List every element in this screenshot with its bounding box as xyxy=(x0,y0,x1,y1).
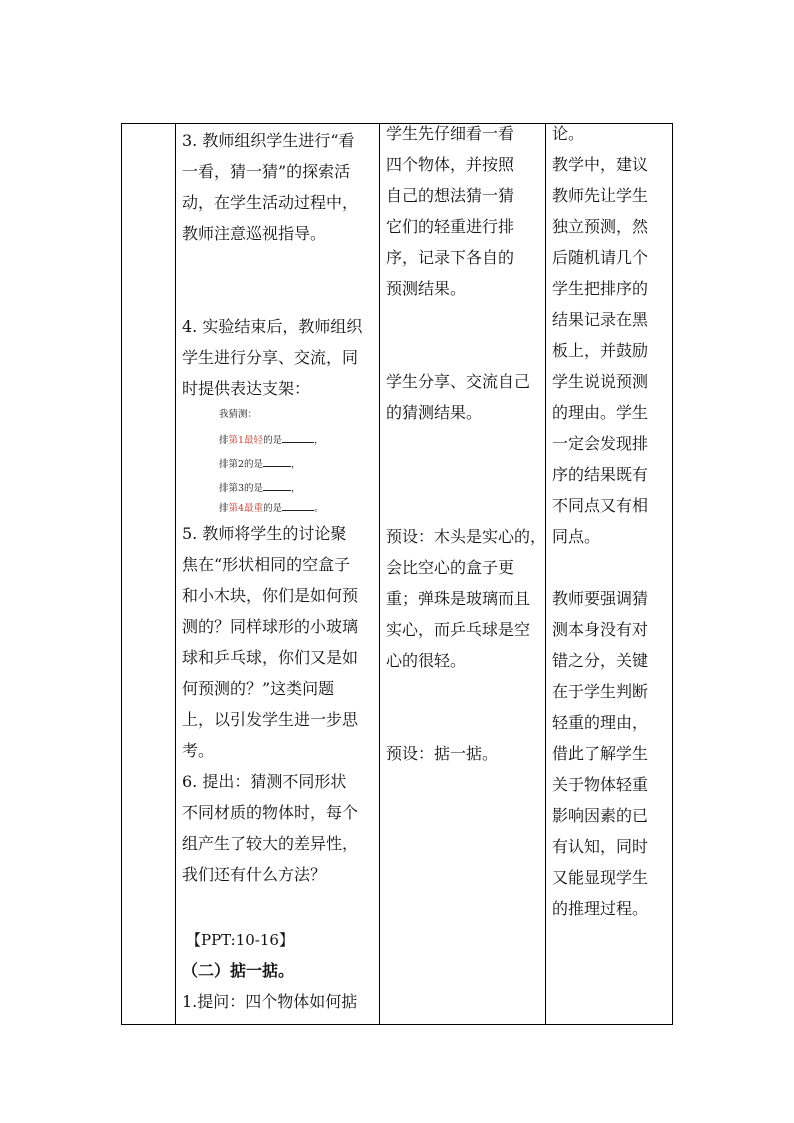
text-line: 一定会发现排 xyxy=(552,434,649,453)
text-line: 同点。 xyxy=(552,527,601,546)
text-line: 错之分，关键 xyxy=(552,651,649,670)
text-line: 四个物体，并按照 xyxy=(386,155,515,174)
text-line: 影响因素的已 xyxy=(552,806,649,825)
text-line: 5. 教师将学生的讨论聚 xyxy=(182,524,347,543)
text-line: 时提供表达支架： xyxy=(182,379,311,398)
student-activity-cell xyxy=(379,124,545,1024)
text-line: 预设：木头是实心的， xyxy=(386,527,547,546)
text-line: 学生先仔细看一看 xyxy=(386,124,515,143)
text-line: 不同点又有相 xyxy=(552,496,649,515)
text-line: 组产生了较大的差异性， xyxy=(182,834,359,853)
text-line: 借此了解学生 xyxy=(552,744,649,763)
text-line: 动，在学生活动过程中， xyxy=(182,193,359,212)
text-line: 独立预测，然 xyxy=(552,217,649,236)
design-intent-cell xyxy=(545,124,674,1024)
text-line: 会比空心的盒子更 xyxy=(386,558,515,577)
text-line: 测的？同样球形的小玻璃 xyxy=(182,617,359,636)
text-line: 一看，猜一猜”的探索活 xyxy=(182,162,351,181)
text-line: 何预测的？”这类问题 xyxy=(182,679,335,698)
text-line: 学生把排序的 xyxy=(552,279,649,298)
text-line: 序的结果既有 xyxy=(552,465,649,484)
text-line: 学生进行分享、交流，同 xyxy=(182,348,359,367)
text-line: 1.提问：四个物体如何掂 xyxy=(182,992,358,1011)
text-line: 测本身没有对 xyxy=(552,620,649,639)
lesson-table xyxy=(121,123,673,1025)
text-line: 学生分享、交流自己 xyxy=(386,372,531,391)
text-line: 的推理过程。 xyxy=(552,899,649,918)
text-line: 教师注意巡视指导。 xyxy=(182,224,327,243)
teacher-activity-cell xyxy=(175,124,379,1024)
text-line: 的理由。学生 xyxy=(552,403,649,422)
text-line: 预测结果。 xyxy=(386,279,467,298)
text-line: 4. 实验结束后，教师组织 xyxy=(182,317,363,336)
text-line: 结果记录在黑 xyxy=(552,310,649,329)
text-line: 心的很轻。 xyxy=(386,651,467,670)
ppt-reference: 【PPT:10-16】 xyxy=(186,931,294,949)
text-line: 它们的轻重进行排 xyxy=(386,217,515,236)
text-line: 关于物体轻重 xyxy=(552,775,649,794)
text-line: 在于学生判断 xyxy=(552,682,649,701)
text-line: 上，以引发学生进一步思 xyxy=(182,710,359,729)
text-line: 教师要强调猜 xyxy=(552,589,649,608)
text-line: 后随机请几个 xyxy=(552,248,649,267)
text-line: 板上，并鼓励 xyxy=(552,341,649,360)
text-line: 我们还有什么方法？ xyxy=(182,865,327,884)
text-line: 教学中，建议 xyxy=(552,155,649,174)
text-line: 焦在“形状相同的空盒子 xyxy=(182,555,351,574)
text-line: 和小木块，你们是如何预 xyxy=(182,586,359,605)
text-line: 考。 xyxy=(182,741,215,760)
text-line: 预设：掂一掂。 xyxy=(386,744,499,763)
text-line: 序，记录下各自的 xyxy=(386,248,515,267)
text-line: 球和乒乓球，你们又是如 xyxy=(182,648,359,667)
text-line: 论。 xyxy=(552,124,585,143)
text-line: 重；弹珠是玻璃而且 xyxy=(386,589,531,608)
text-line: 学生说说预测 xyxy=(552,372,649,391)
text-line: 教师先让学生 xyxy=(552,186,649,205)
text-line: 3. 教师组织学生进行“看 xyxy=(182,131,355,150)
text-line: 6. 提出：猜测不同形状 xyxy=(182,772,347,791)
section-heading: （二）掂一掂。 xyxy=(182,961,295,980)
frame-row-2: 排第2的是 ， xyxy=(219,459,301,470)
frame-row-4: 排第4最重的是 。 xyxy=(219,503,324,514)
text-line: 又能显现学生 xyxy=(552,868,649,887)
text-line: 不同材质的物体时，每个 xyxy=(182,803,359,822)
text-line: 的猜测结果。 xyxy=(386,403,483,422)
text-line: 自己的想法猜一猜 xyxy=(386,186,515,205)
frame-title: 我猜测： xyxy=(219,409,258,420)
frame-row-3: 排第3的是 ， xyxy=(219,483,301,494)
text-line: 轻重的理由， xyxy=(552,713,649,732)
text-line: 有认知，同时 xyxy=(552,837,649,856)
frame-row-1: 排第1最轻的是 ， xyxy=(219,435,324,446)
text-line: 实心，而乒乓球是空 xyxy=(386,620,531,639)
